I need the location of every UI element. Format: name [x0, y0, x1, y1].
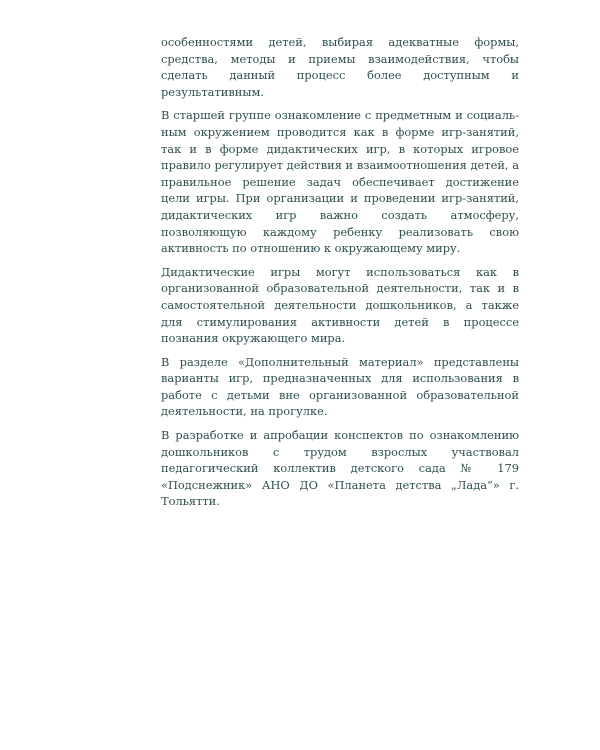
body-text	[161, 34, 519, 517]
paragraph-didactic-games: Дидактические игры могут использоваться как в организованной образовательной деятельности, так и в самостоятельной деятельности дошкольников, а также для стимулирования активности детей в процессе познания окружающего мира.	[161, 264, 519, 346]
paragraph-acknowledgement: В разработке и апробации конспектов по ознакомлению дошкольников с трудом взрослых участвовал педагогический коллектив детского сада № 179 «Подснежник» АНО ДО «Планета детства „Лада“» г. Тольятти.	[161, 428, 519, 509]
paragraph-senior-group: В старшей группе ознакомление с предметным и социальным окружением проводится как в форме игр-занятий, так и в форме дидактических игр, в которых игровое правило регулирует действия и взаимоотношения детей, а правильное решение задач обеспечивает достижение цели игры. При организации и проведении игр-занятий, дидактических игр важно создать атмосферу, позволяющую каждому ребенку реализовать свою активность по отношению к окружающему миру.	[161, 108, 519, 256]
paragraph-continuation: особенностями детей, выбирая адекватные формы, средства, методы и приемы взаимодействия, чтобы сделать данный процесс более доступным и результативным.	[161, 35, 519, 99]
paragraph-additional-material: В разделе «Дополнительный материал» представлены варианты игр, предназначенных для использования в работе с детьми вне организованной образовательной деятельности, на прогулке.	[161, 354, 519, 419]
